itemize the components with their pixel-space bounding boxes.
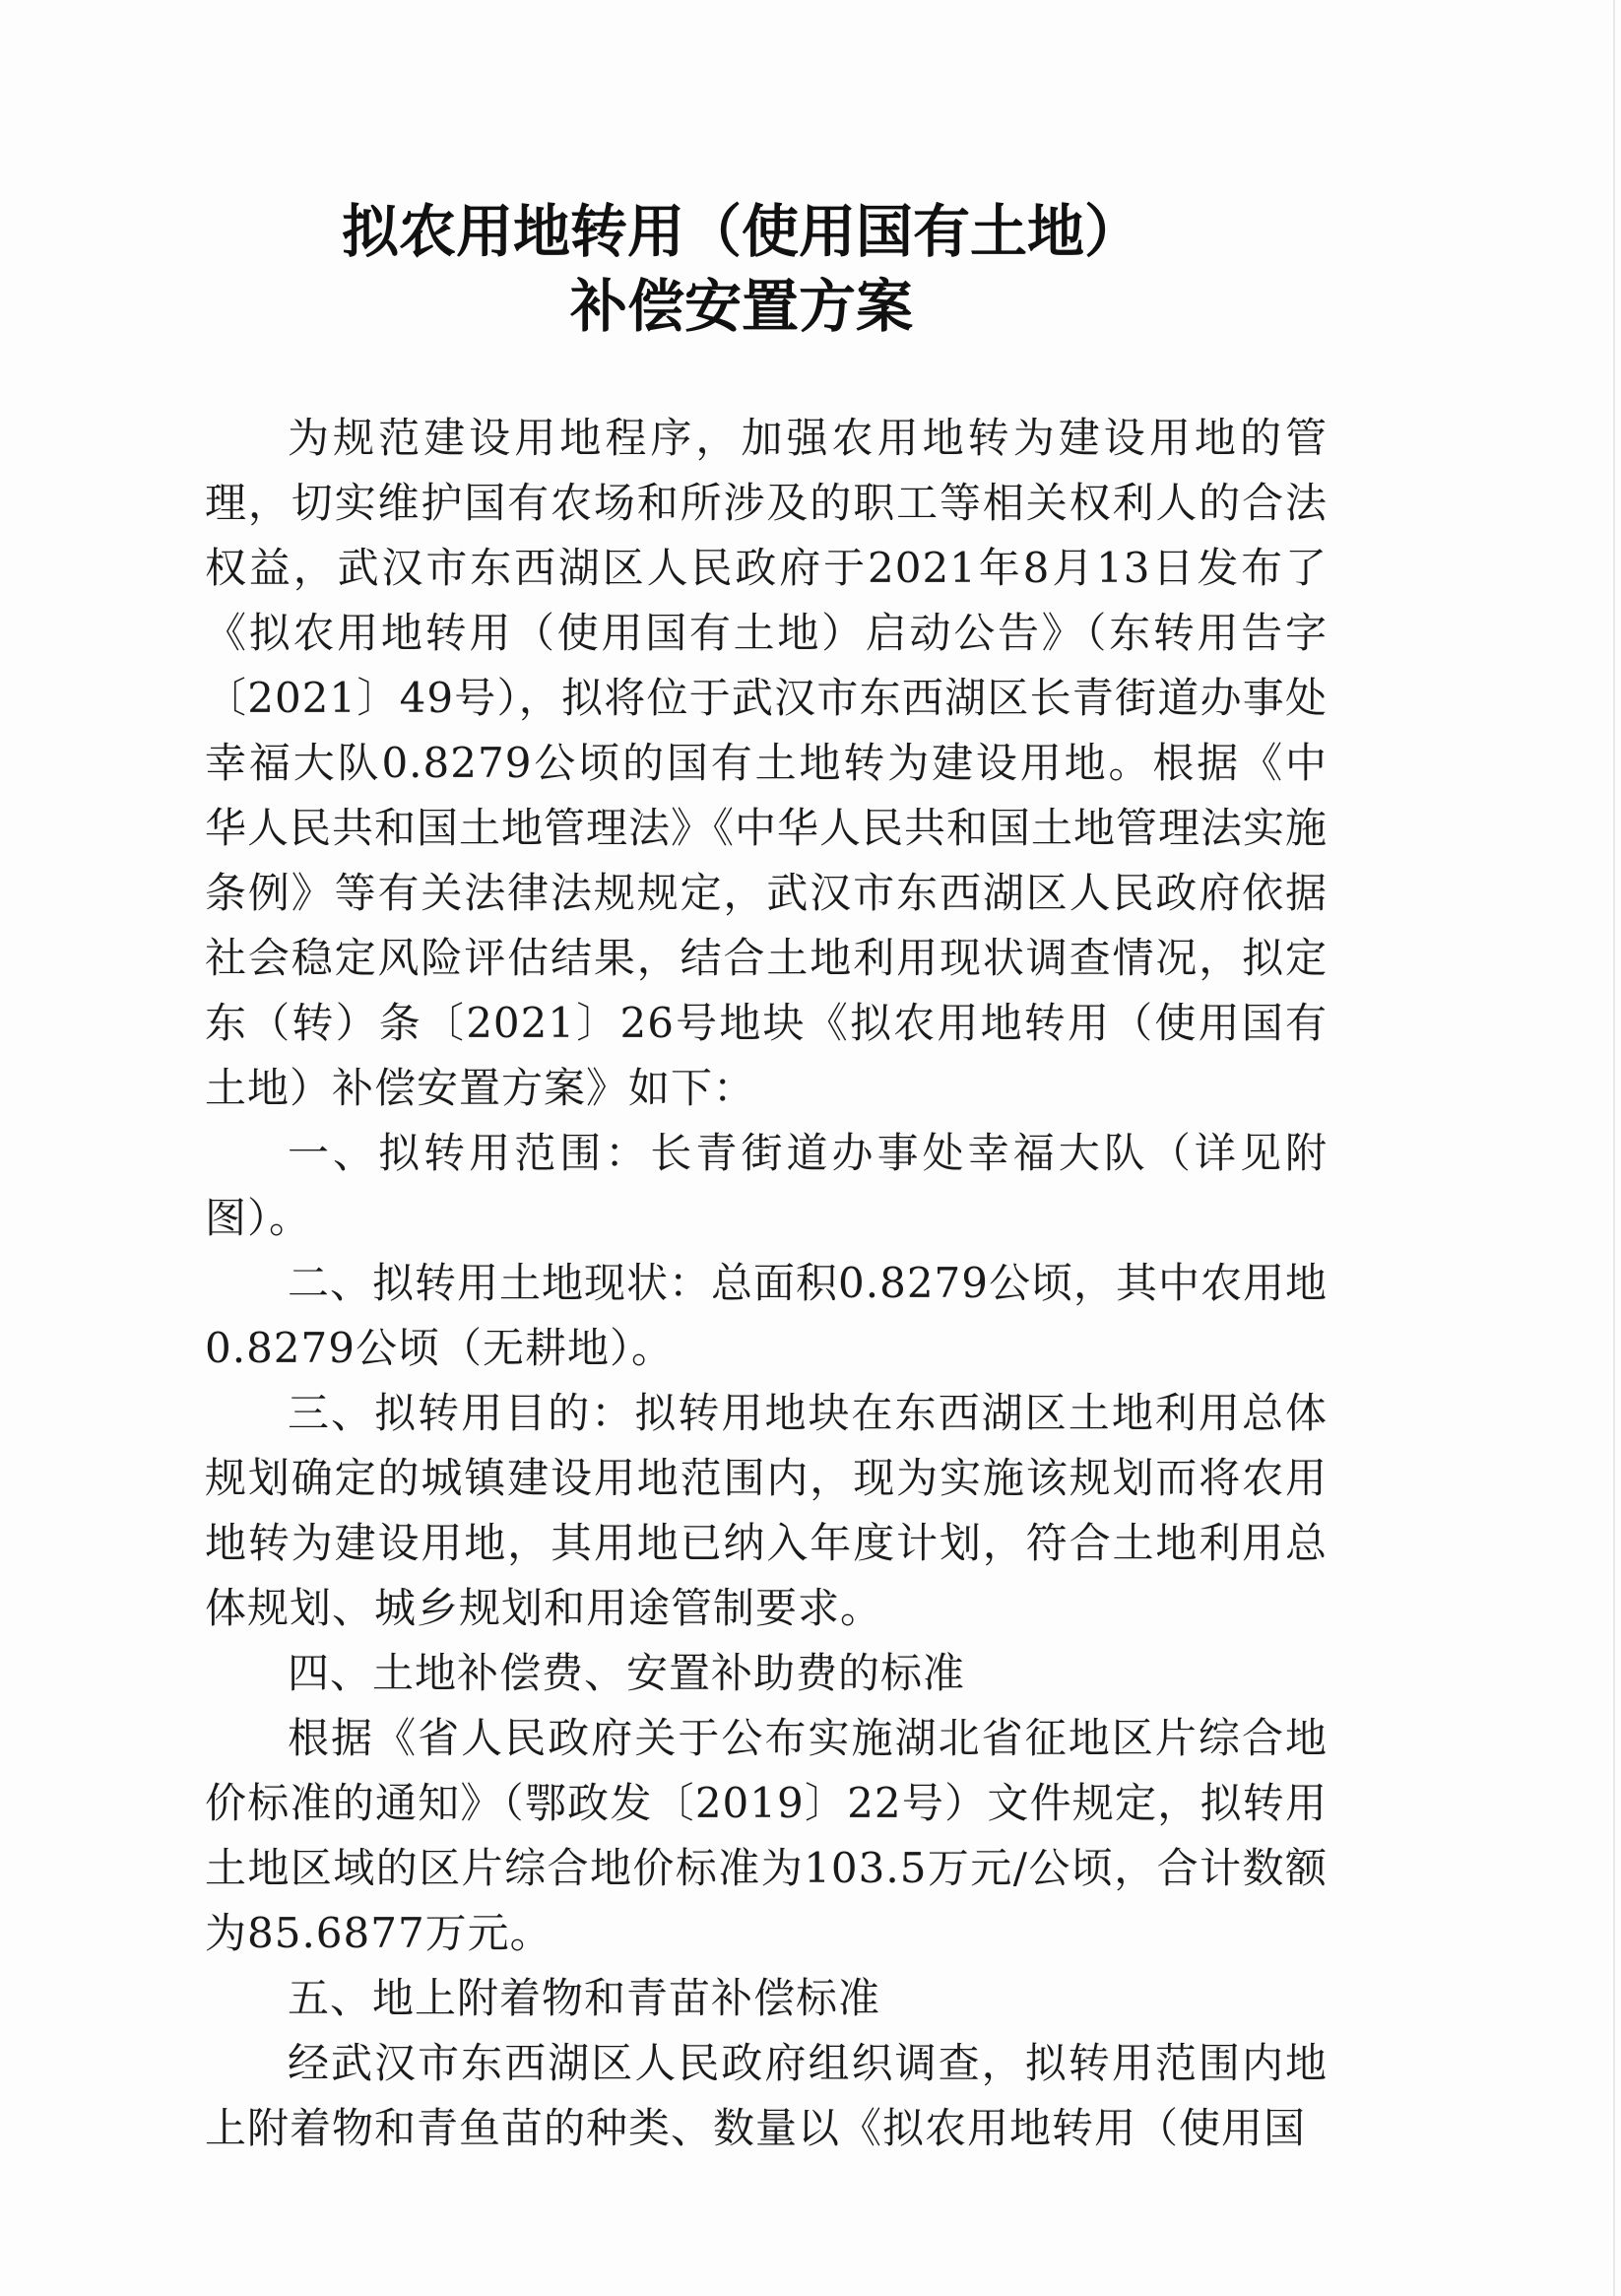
paragraph-attachments-survey: 经武汉市东西湖区人民政府组织调查，拟转用范围内地上附着物和青鱼苗的种类、数量以《拟农用地转用（使用国 <box>205 2039 1328 2152</box>
heading-attachments-compensation: 五、地上附着物和青苗补偿标准 <box>288 1974 881 2022</box>
document-body <box>205 406 1328 2161</box>
paragraph-intro: 为规范建设用地程序，加强农用地转为建设用地的管理，切实维护国有农场和所涉及的职工等相关权利人的合法权益，武汉市东西湖区人民政府于2021年8月13日发布了《拟农用地转用（使用国有土地）启动公告》（东转用告字〔2021〕49号），拟将位于武汉市东西湖区长青街道办事处幸福大队0.8279公顷的国有土地转为建设用地。根据《中华人民共和国土地管理法》《中华人民共和国土地管理法实施条例》等有关法律法规规定，武汉市东西湖区人民政府依据社会稳定风险评估结果，结合土地利用现状调查情况，拟定东（转）条〔2021〕26号地块《拟农用地转用（使用国有土地）补偿安置方案》如下： <box>205 414 1329 1112</box>
paragraph-compensation-basis: 根据《省人民政府关于公布实施湖北省征地区片综合地价标准的通知》（鄂政发〔2019〕22号）文件规定，拟转用土地区域的区片综合地价标准为103.5万元/公顷，合计数额为85.6877万元。 <box>205 1714 1328 1957</box>
page-edge-line <box>1613 0 1615 2296</box>
paragraph-scope: 一、拟转用范围：长青街道办事处幸福大队（详见附图）。 <box>205 1129 1328 1242</box>
paragraph-land-status: 二、拟转用土地现状：总面积0.8279公顷，其中农用地0.8279公顷（无耕地）。 <box>205 1259 1328 1372</box>
paragraph-purpose: 三、拟转用目的：拟转用地块在东西湖区土地利用总体规划确定的城镇建设用地范围内，现为实施该规划而将农用地转为建设用地，其用地已纳入年度计划，符合土地利用总体规划、城乡规划和用途管制要求。 <box>205 1389 1328 1632</box>
heading-compensation-standard: 四、土地补偿费、安置补助费的标准 <box>288 1649 966 1697</box>
document-title-line-2: 补偿安置方案 <box>569 273 913 340</box>
document-title-line-1: 拟农用地转用（使用国有土地） <box>341 198 1141 265</box>
